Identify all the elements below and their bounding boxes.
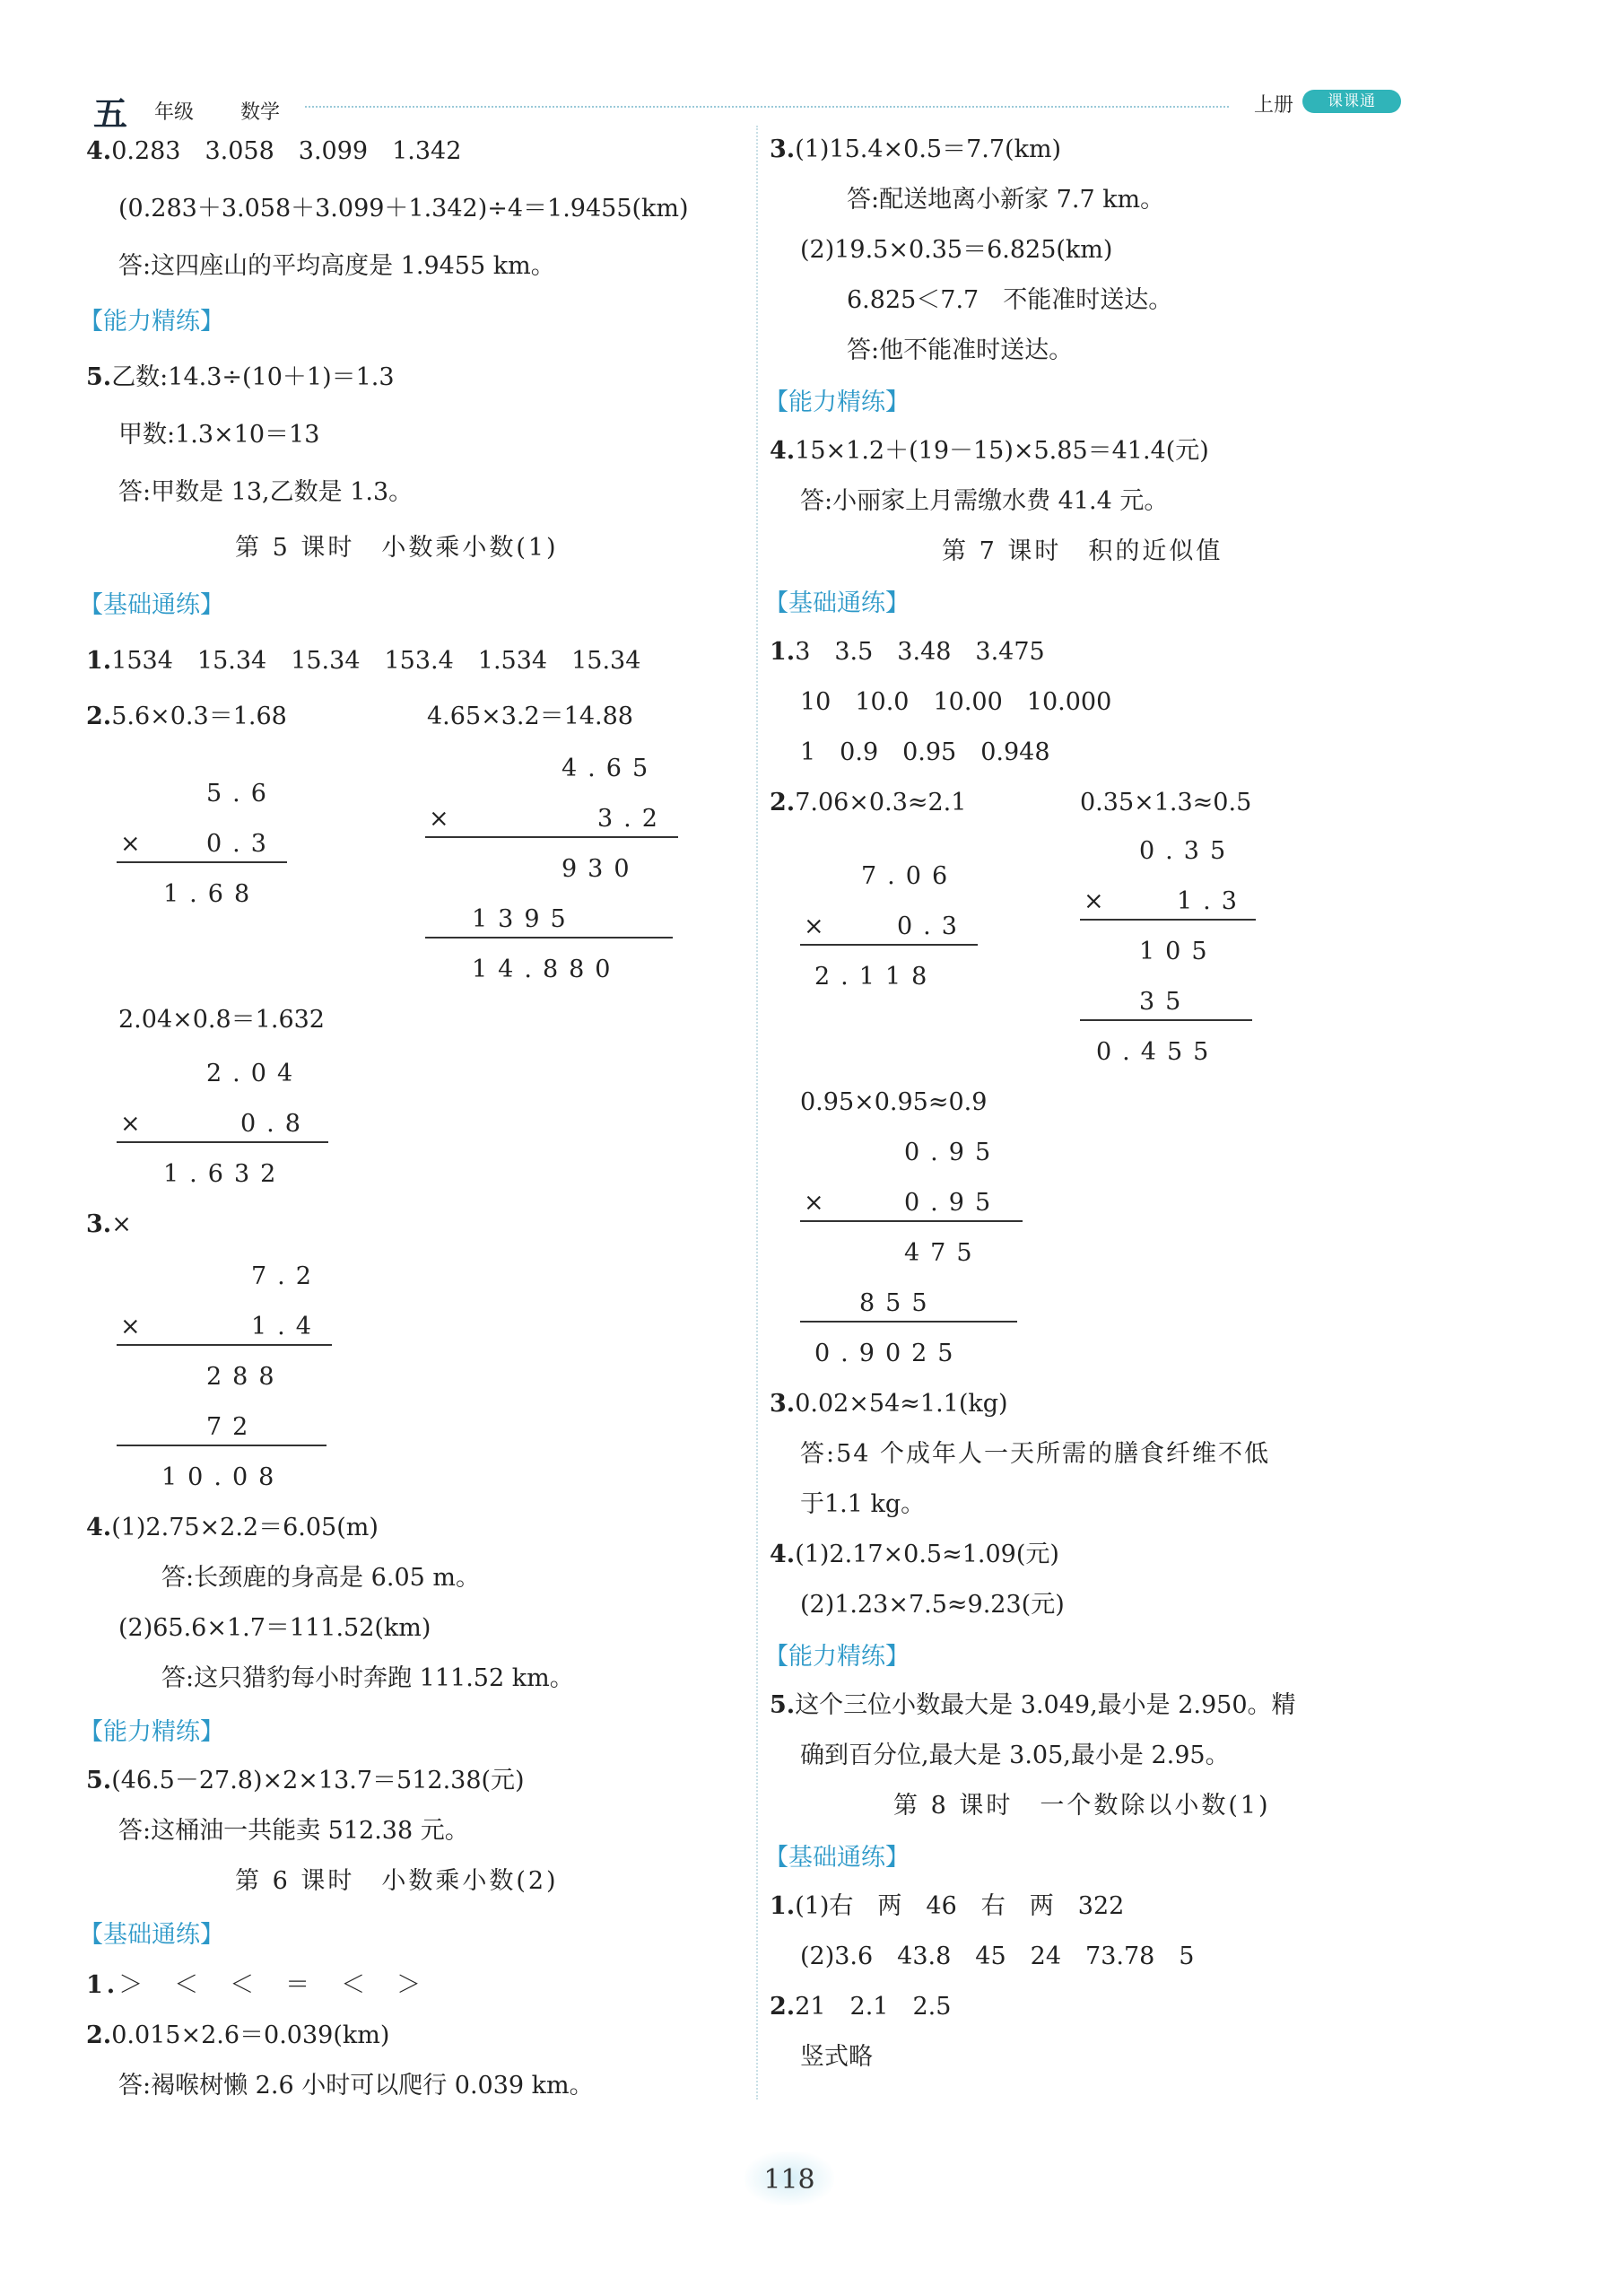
right-q3-answer2: 答:他不能准时送达。 <box>847 336 1074 364</box>
vcalc-4-65-result: 14.880 <box>472 956 622 983</box>
grade-label: 年级 <box>154 101 195 124</box>
vcalc-4-65-r3: 930 <box>562 855 640 883</box>
right-section-tag-ability: 【能力精练】 <box>764 388 910 416</box>
vcalc-7-2-r3: 288 <box>206 1363 285 1391</box>
lesson7-q1-line2: 10 10.0 10.00 10.000 <box>800 688 1112 716</box>
lesson5-q4-answer2: 答:这只猎豹每小时奔跑 111.52 km。 <box>161 1664 574 1692</box>
page-number: 118 <box>763 2164 815 2196</box>
vcalc-0-95-r1: 0.95 <box>904 1139 1002 1166</box>
vcalc-0-35-result: 0.455 <box>1096 1038 1220 1066</box>
vcalc-7-2-rule1 <box>117 1344 332 1346</box>
lesson5-title: 第 5 课时 小数乘小数(1) <box>235 534 559 562</box>
lesson8-q1-line1: 1.(1)右 两 46 右 两 322 <box>770 1892 1125 1920</box>
vcalc-0-95-rule2 <box>800 1321 1017 1323</box>
vcalc-5-6-r2: 0.3 <box>206 830 277 858</box>
lesson5-q2-eq3: 2.04×0.8＝1.632 <box>118 1006 325 1034</box>
lesson7-q1-line1: 1.3 3.5 3.48 3.475 <box>770 638 1045 666</box>
header-rule <box>305 106 1229 108</box>
grade-number: 五 <box>93 94 128 134</box>
right-section-tag-basic-2: 【基础通练】 <box>764 1844 910 1872</box>
lesson5-q4-line2: (2)65.6×1.7＝111.52(km) <box>118 1614 431 1642</box>
vcalc-7-2-result: 10.08 <box>161 1463 285 1491</box>
vcalc-0-95-r3: 475 <box>904 1239 983 1267</box>
vcalc-2-04-op: × <box>120 1110 152 1138</box>
vcalc-4-65-rule1 <box>425 836 678 838</box>
lesson5-q1: 1.1534 15.34 15.34 153.4 1.534 15.34 <box>86 647 641 675</box>
vcalc-7-06-result: 2.118 <box>814 963 938 991</box>
vcalc-4-65-r2: 3.2 <box>597 805 668 833</box>
volume-label: 上册 <box>1254 94 1294 117</box>
lesson7-q2-eq2: 0.35×1.3≈0.5 <box>1080 789 1252 816</box>
vcalc-5-6-rule <box>117 861 287 863</box>
right-q4-answer: 答:小丽家上月需缴水费 41.4 元。 <box>800 487 1169 515</box>
vcalc-0-35-rule2 <box>1080 1019 1252 1021</box>
vcalc-0-35-op: × <box>1084 887 1115 915</box>
right-section-tag-basic: 【基础通练】 <box>764 589 910 617</box>
left-q4-line1: 4.0.283 3.058 3.099 1.342 <box>86 137 462 165</box>
lesson7-q2-eq1: 2.7.06×0.3≈2.1 <box>770 789 967 816</box>
lesson5-q4-answer1: 答:长颈鹿的身高是 6.05 m。 <box>161 1564 480 1592</box>
right-q3-line2: (2)19.5×0.35＝6.825(km) <box>800 236 1113 264</box>
vcalc-7-2-r1: 7.2 <box>251 1262 322 1290</box>
section-tag-ability-2: 【能力精练】 <box>79 1718 224 1746</box>
lesson6-title: 第 6 课时 小数乘小数(2) <box>235 1867 559 1895</box>
vcalc-0-95-result: 0.9025 <box>814 1340 964 1367</box>
lesson5-q4-line1: 4.(1)2.75×2.2＝6.05(m) <box>86 1514 379 1541</box>
lesson5-q5-line1: 5.(46.5－27.8)×2×13.7＝512.38(元) <box>86 1767 525 1794</box>
vcalc-4-65-rule2 <box>425 937 673 938</box>
column-divider <box>756 126 758 2100</box>
lesson6-q2-answer: 答:褐喉树懒 2.6 小时可以爬行 0.039 km。 <box>118 2072 594 2100</box>
lesson8-q2-line1: 2.21 2.1 2.5 <box>770 1993 952 2021</box>
vcalc-2-04-r1: 2.04 <box>206 1060 304 1087</box>
vcalc-0-95-op: × <box>804 1189 835 1217</box>
section-tag-basic-2: 【基础通练】 <box>79 1921 224 1949</box>
lesson7-q5-line2: 确到百分位,最大是 3.05,最小是 2.95。 <box>800 1742 1230 1769</box>
vcalc-7-2-r2: 1.4 <box>251 1313 322 1340</box>
left-q5-line2: 甲数:1.3×10＝13 <box>118 421 320 449</box>
lesson7-q1-line3: 1 0.9 0.95 0.948 <box>800 738 1050 766</box>
vcalc-7-2-rule2 <box>117 1445 326 1446</box>
vcalc-2-04-r2: 0.8 <box>240 1110 311 1138</box>
section-tag-ability: 【能力精练】 <box>79 308 224 336</box>
lesson6-q1: 1.＞ ＜ ＜ ＝ ＜ ＞ <box>86 1971 425 1999</box>
lesson5-q2-eq1: 2.5.6×0.3＝1.68 <box>86 703 287 730</box>
right-q4-line1: 4.15×1.2＋(19－15)×5.85＝41.4(元) <box>770 437 1209 465</box>
lesson7-q3-answer-cont: 于1.1 kg。 <box>800 1490 926 1518</box>
vcalc-7-2-r4: 72 <box>206 1413 259 1441</box>
subject-label: 数学 <box>240 101 281 124</box>
left-q4-answer: 答:这四座山的平均高度是 1.9455 km。 <box>118 252 555 280</box>
vcalc-7-06-rule <box>800 944 978 946</box>
vcalc-0-95-r4: 855 <box>859 1289 938 1317</box>
vcalc-0-95-rule1 <box>800 1220 1023 1222</box>
vcalc-7-06-r1: 7.06 <box>861 862 959 890</box>
vcalc-4-65-r4: 1395 <box>472 905 577 933</box>
lesson5-q5-answer: 答:这桶油一共能卖 512.38 元。 <box>118 1817 469 1845</box>
vcalc-2-04-rule <box>117 1141 328 1143</box>
lesson7-q2-eq3: 0.95×0.95≈0.9 <box>800 1088 988 1116</box>
lesson8-q1-line2: (2)3.6 43.8 45 24 73.78 5 <box>800 1942 1195 1970</box>
lesson8-title: 第 8 课时 一个数除以小数(1) <box>893 1792 1271 1820</box>
vcalc-0-35-r3: 105 <box>1139 938 1218 965</box>
vcalc-7-06-op: × <box>804 912 835 940</box>
vcalc-2-04-result: 1.632 <box>163 1160 287 1188</box>
vcalc-4-65-op: × <box>429 805 460 833</box>
right-q3-answer1: 答:配送地离小新家 7.7 km。 <box>847 186 1165 214</box>
vcalc-0-95-r2: 0.95 <box>904 1189 1002 1217</box>
lesson7-q4-line2: (2)1.23×7.5≈9.23(元) <box>800 1591 1065 1619</box>
vcalc-0-35-r2: 1.3 <box>1177 887 1248 915</box>
vcalc-0-35-r4: 35 <box>1139 988 1192 1016</box>
left-q5-line1: 5.乙数:14.3÷(10＋1)＝1.3 <box>86 363 395 391</box>
vcalc-5-6-r1: 5.6 <box>206 780 277 808</box>
lesson7-title: 第 7 课时 积的近似值 <box>942 537 1223 565</box>
vcalc-5-6-op: × <box>120 830 152 858</box>
lesson5-q2-eq2: 4.65×3.2＝14.88 <box>427 703 633 730</box>
right-q3-line3: 6.825＜7.7 不能准时送达。 <box>847 286 1173 314</box>
vcalc-0-35-r1: 0.35 <box>1139 837 1237 865</box>
vcalc-7-06-r2: 0.3 <box>897 912 968 940</box>
vcalc-4-65-r1: 4.65 <box>562 755 659 782</box>
right-q3-line1: 3.(1)15.4×0.5＝7.7(km) <box>770 135 1062 163</box>
lesson7-q4-line1: 4.(1)2.17×0.5≈1.09(元) <box>770 1541 1059 1568</box>
lesson6-q2-line1: 2.0.015×2.6＝0.039(km) <box>86 2021 390 2049</box>
brand-badge: 课课通 <box>1302 90 1401 113</box>
vcalc-0-35-rule1 <box>1080 919 1256 921</box>
lesson7-q3-line1: 3.0.02×54≈1.1(kg) <box>770 1390 1008 1418</box>
lesson8-q2-line2: 竖式略 <box>800 2043 873 2071</box>
lesson5-q3: 3.× <box>86 1210 132 1238</box>
left-q5-answer: 答:甲数是 13,乙数是 1.3。 <box>118 478 414 506</box>
vcalc-7-2-op: × <box>120 1313 152 1340</box>
left-q4-line2: (0.283＋3.058＋3.099＋1.342)÷4＝1.9455(km) <box>118 195 689 223</box>
lesson7-q3-answer: 答:54 个成年人一天所需的膳食纤维不低 <box>800 1440 1271 1468</box>
right-section-tag-ability-2: 【能力精练】 <box>764 1643 910 1671</box>
section-tag-basic: 【基础通练】 <box>79 591 224 619</box>
vcalc-5-6-result: 1.68 <box>163 880 261 908</box>
lesson7-q5-line1: 5.这个三位小数最大是 3.049,最小是 2.950。精 <box>770 1691 1296 1719</box>
